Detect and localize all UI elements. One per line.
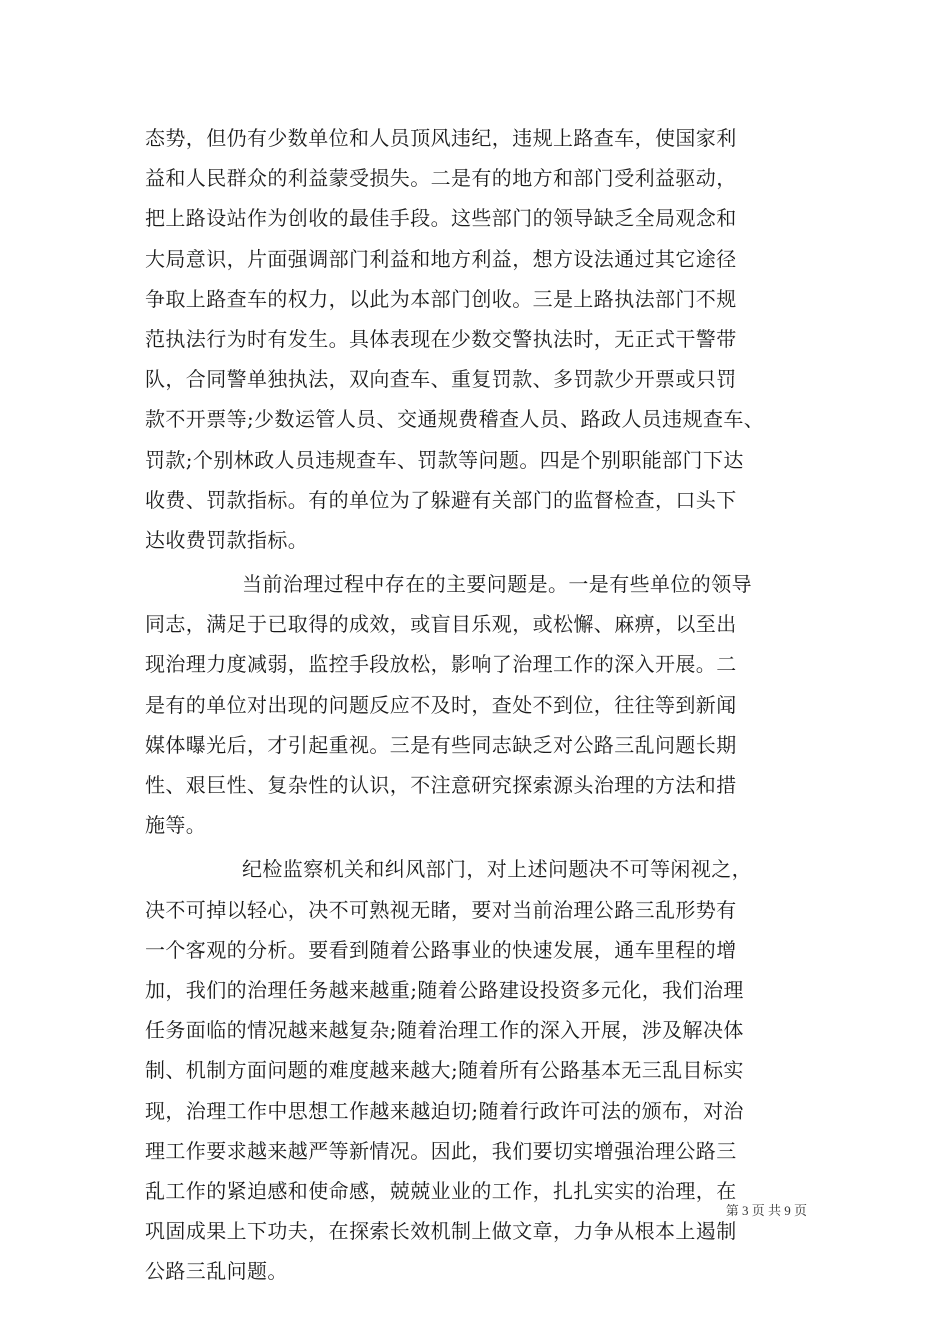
text-line: 益和人民群众的利益蒙受损失。二是有的地方和部门受利益驱动，	[145, 166, 737, 191]
text-line: 加，我们的治理任务越来越重;随着公路建设投资多元化，我们治理	[145, 977, 744, 1002]
text-line: 队，合同警单独执法，双向查车、重复罚款、多罚款少开票或只罚	[145, 367, 737, 392]
text-line-first: 纪检监察机关和纠风部门，对上述问题决不可等闲视之，	[242, 857, 752, 882]
text-line: 理工作要求越来越严等新情况。因此，我们要切实增强治理公路三	[145, 1138, 737, 1163]
text-line: 把上路设站作为创收的最佳手段。这些部门的领导缺乏全局观念和	[145, 206, 737, 231]
text-line: 决不可掉以轻心，决不可熟视无睹，要对当前治理公路三乱形势有	[145, 897, 737, 922]
text-line: 款不开票等;少数运管人员、交通规费稽查人员、路政人员违规查车、	[145, 407, 765, 432]
text-line: 达收费罚款指标。	[145, 527, 309, 552]
text-line: 态势，但仍有少数单位和人员顶风违纪，违规上路查车，使国家利	[145, 126, 737, 150]
paragraph-discipline	[145, 849, 810, 1291]
text-line-first: 当前治理过程中存在的主要问题是。一是有些单位的领导	[242, 572, 752, 597]
text-line: 媒体曝光后，才引起重视。三是有些同志缺乏对公路三乱问题长期	[145, 732, 737, 757]
document-body	[145, 118, 810, 1291]
text-line: 乱工作的紧迫感和使命感，兢兢业业的工作，扎扎实实的治理，在	[145, 1178, 737, 1203]
text-line: 制、机制方面问题的难度越来越大;随着所有公路基本无三乱目标实	[145, 1058, 744, 1083]
text-line: 性、艰巨性、复杂性的认识，不注意研究探索源头治理的方法和措	[145, 773, 737, 797]
text-line: 一个客观的分析。要看到随着公路事业的快速发展，通车里程的增	[145, 937, 737, 962]
paragraph-continued	[145, 118, 810, 560]
text-line: 巩固成果上下功夫，在探索长效机制上做文章，力争从根本上遏制	[145, 1219, 737, 1244]
page-number: 第 3 页 共 9 页	[725, 1203, 807, 1218]
text-line: 罚款;个别林政人员违规查车、罚款等问题。四是个别职能部门下达	[145, 447, 744, 472]
text-line: 争取上路查车的权力，以此为本部门创收。三是上路执法部门不规	[145, 286, 737, 311]
text-line: 大局意识，片面强调部门利益和地方利益，想方设法通过其它途径	[145, 246, 737, 271]
text-line: 现，治理工作中思想工作越来越迫切;随着行政许可法的颁布，对治	[145, 1098, 744, 1123]
text-line: 任务面临的情况越来越复杂;随着治理工作的深入开展，涉及解决体	[145, 1018, 744, 1043]
text-line: 公路三乱问题。	[145, 1259, 288, 1284]
text-line: 范执法行为时有发生。具体表现在少数交警执法时，无正式干警带	[145, 326, 737, 351]
text-line: 是有的单位对出现的问题反应不及时，查处不到位，往往等到新闻	[145, 692, 737, 717]
paragraph-main-problems	[145, 564, 810, 845]
text-line: 现治理力度减弱，监控手段放松，影响了治理工作的深入开展。二	[145, 652, 737, 677]
text-line: 施等。	[145, 813, 207, 838]
text-line: 同志，满足于已取得的成效，或盲目乐观，或松懈、麻痹，以至出	[145, 612, 737, 637]
text-line: 收费、罚款指标。有的单位为了躲避有关部门的监督检查，口头下	[145, 487, 737, 512]
